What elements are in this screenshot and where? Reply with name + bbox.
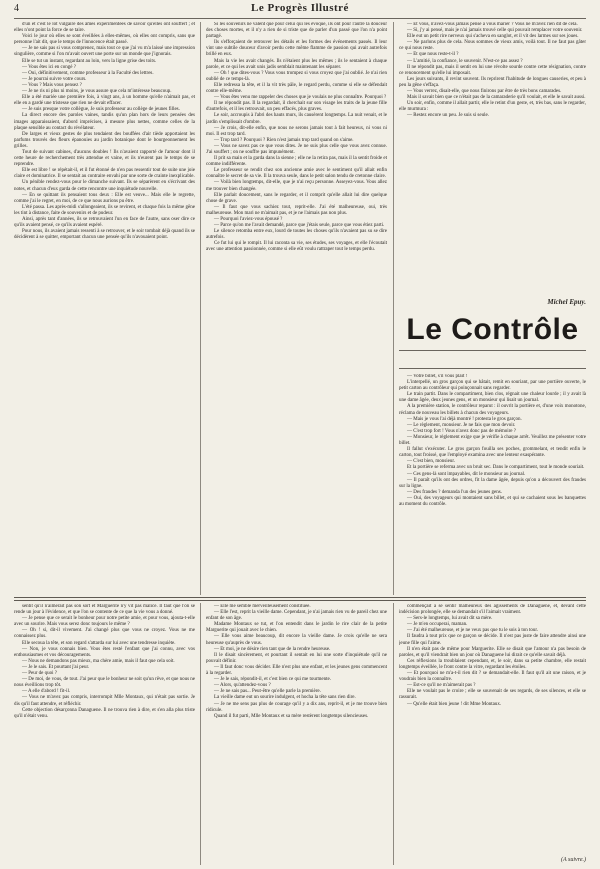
paragraph: Il n'en était pas de même pour Marguerite. Elle se disait que l'amour n'a pas besoin de paroles, et qu'il viendrait bien un jour où Danaguene lui dirait ce qu'elle savait déjà. [399, 646, 586, 658]
feuilleton-bottom-column-1 [14, 604, 195, 856]
paragraph: — Est-ce qu'il ne m'aimerait pas ? [407, 683, 476, 689]
paragraph: — A elle d'abord ! fit-il. [22, 689, 71, 695]
paragraph: — Je crois, dit-elle enfin, que nous ne serons jamais tout à fait heureux, ni vous ni moi. Il est trop tard. [206, 125, 387, 137]
paragraph: Les jours suivants, il revint souvent. Ils reprirent l'habitude de longues causeries, et peu à peu la gêne s'effaça. [399, 76, 586, 88]
paragraph: — Et pourquoi ne m'a-t-il rien dit ? se demandait-elle. Il faut qu'il ait une raison, et je voudrais bien la connaître. [399, 671, 586, 683]
paragraph: Et la portière se referma avec un bruit sec. Dans le compartiment, tout le monde souriait. [407, 465, 585, 471]
paragraph: Elle se tut un instant, regardant au loin, vers la ligne grise des toits. [22, 58, 157, 64]
paragraph: — Oui, définitivement, comme professeur à la Faculté des lettres. [22, 70, 154, 76]
paragraph: Il ne répondit pas, mais il sentit en lui une révolte sourde contre cette résignation, contre ce renoncement qu'elle lui imposait. [399, 64, 586, 76]
paragraph: Pour nous, ils avaient jamais ressenti à se retrouver, et le soir tombait déjà quand ils se décidèrent à se quitter, emportant chacun une pensée qu'ils n'avouaient point. [14, 229, 195, 241]
paragraph: Elle ne voulait pas le croire ; elle se souvenait de ses regards, de ses silences, et elle se rassurait. [399, 689, 586, 701]
paragraph: — Je m'en occuperai, maman. [407, 622, 468, 628]
article-column [399, 374, 586, 595]
paragraph: Ainsi, après tant d'années, ils se retrouvaient l'un en face de l'autre, sans oser dire ce qu'ils avaient pensé, ce qu'ils avaient espéré. [14, 217, 195, 229]
paragraph: — Peur de quoi ? [22, 671, 57, 677]
paragraph: — Elle l'est, reprit la vieille dame. Cependant, je n'ai jamais rien vu de pareil chez une enfant de son âge. [206, 610, 387, 622]
paragraph: — Vous verrez, disait-elle, que nous finirons par être de très bons camarades. [407, 89, 562, 95]
page-header [14, 2, 586, 19]
paragraph: — En se quittant ils pensaient tous deux : Elle est veuve... Mais elle le regrette, comme j'ai le regret, en moi, de ce que nous aurions pu être. [14, 192, 195, 204]
column-rule [393, 603, 394, 865]
paragraph: — J'ai été malheureuse, et je ne veux pas que tu le sois à ton tour. [407, 628, 539, 634]
paragraph: — Trop tard ? Pourquoi ? Rien n'est jamais trop tard quand on s'aime. [214, 137, 354, 143]
paragraph: — Qu'elle était bien jeune ! dit Mme Montaux. [407, 701, 502, 707]
paragraph: — De moi, de vous, de tout. J'ai peur que le bonheur ne soit qu'un rêve, et que nous ne nous éveillions trop tôt. [14, 677, 195, 689]
paragraph: Elle parlait doucement, sans le regarder, et il comprit qu'elle allait lui dire quelque chose de grave. [206, 192, 387, 204]
paragraph: Mais la vie les avait changés. Ils n'étaient plus les mêmes ; ils le sentaient à chaque parole, et ce qui les avait unis jadis semblait maintenant les séparer. [206, 58, 387, 70]
paragraph: — Elle vous aime beaucoup, dit encore la vieille dame. Je crois qu'elle ne sera heureuse qu'auprès de vous. [206, 634, 387, 646]
paragraph: L'été passa. Les après-midi s'allongeaient, ils se revirent, et chaque fois la même gêne les tint à distance, faite de souvenirs et de pudeur. [14, 204, 195, 216]
paragraph: — Il paraît qu'ils ont des ordres, fit la dame âgée, depuis qu'on a découvert des fraudes sur la ligne. [399, 477, 586, 489]
paragraph: — Vous ne m'avez pas compris, interrompit Mlle Montaux, qui n'était pas sortie. Je dis qu'il faut attendre, et réfléchir. [14, 695, 195, 707]
paragraph: Mais il savait bien que ce n'était pas de la camaraderie qu'il voulait, et elle le savait aussi. [407, 95, 586, 101]
paragraph: — Je ne sais pas... Peut-être qu'elle parle la première. [214, 689, 321, 695]
paragraph: La direct encore des paroles vaines, tandis qu'un plan hors de leurs pensées des images apparaissaient, d'abord imprécises, à mesure plus nettes, comme celles de la plaque sensible au contact du révélateur. [14, 113, 195, 131]
paragraph: — Oui, des voyageurs qui montaient sans billet, et qui se cachaient sous les banquettes au moment du contrôle. [399, 495, 586, 507]
paragraph: sentit qu'il n'aimerait pas son sort et Marguerite n'y vit pas malice. Il faut que l'on se rende un jour à l'évidence, et que l'on se contente de ce que la vie vous a donné. [14, 604, 195, 616]
paragraph: — Nous ne demandons pas mieux, ma chère amie, mais il faut que cela soit. [22, 658, 175, 664]
paragraph: — Oh ! que dites-vous ? Vous vous trompez si vous croyez que j'ai oublié. Je n'ai rien oublié de ce temps-là. [206, 70, 387, 82]
paragraph: Elle redressa la tête, et il la vit très pâle, le regard perdu, comme si elle se défendait contre elle-même. [206, 82, 387, 95]
feuilleton-top-column-3 [399, 22, 586, 298]
page-number: 4 [14, 3, 19, 14]
section-divider [14, 597, 586, 598]
article-author [399, 356, 586, 365]
paragraph: Un pénible rendez-vous pour le dimanche suivant. Ils se séparèrent en s'écrivant des notes, et chacun d'eux garda de cette rencontre une inquiétude nouvelle. [14, 180, 195, 192]
paragraph: — C'est bien, monsieur. [407, 459, 455, 465]
paragraph: Un soir, enfin, comme il allait partir, elle le retint d'un geste, et, très bas, sans le regarder, elle murmura : [399, 101, 586, 113]
paragraph: Il faudra à tout prix que ce garçon se décide. Il n'est pas juste de faire attendre ainsi une jeune fille qui l'aime. [399, 634, 586, 646]
paragraph: — Je pense que ce serait le bonheur pour notre petite amie, et pour vous, ajouta-t-elle avec un sourire. Mais vous serez donc toujours le même ? [14, 616, 195, 628]
paragraph: — Je le sais, répondit-il, et c'est bien ce qui me tourmente. [214, 677, 331, 683]
paragraph: — Vous êtes venu me rappeler des choses que je voulais ne plus connaître. Pourquoi ? [214, 95, 387, 101]
paragraph: Ce fut lui qui le rompit. Il lui raconta sa vie, ses études, ses voyages, et elle l'écoutait avec une attention passionnée, comme si elle eût voulu rattraper tout le temps perdu. [206, 241, 387, 253]
column-rule [200, 22, 201, 595]
feuilleton-top-column-1 [14, 22, 195, 595]
column-rule [393, 22, 394, 595]
paragraph: — Et moi, je ne désire rien tant que de la rendre heureuse. [214, 646, 331, 652]
feuilleton-bottom-column-2 [206, 604, 387, 856]
title-rule [399, 368, 586, 369]
paragraph: La vieille dame eut un sourire indulgent, et hocha la tête sans rien dire. [214, 695, 356, 701]
section-divider [14, 600, 586, 601]
paragraph: — Non, je vous connais bien. Vous êtes resté l'enfant que j'ai connu, avec vos enthousiasmes et vos découragements. [14, 646, 195, 658]
paragraph: — Il faut que vous sachiez tout, reprit-elle. J'ai été malheureuse, oui, très malheureuse. Mon mari ne m'aimait pas, et je ne l'aimais pas non plus. [206, 204, 387, 216]
paragraph: — Pourquoi l'aviez-vous épousé ? [214, 217, 283, 222]
paragraph: — L'amitié, la confiance, le souvenir. N'est-ce pas assez ? [407, 58, 523, 64]
feuilleton-top-column-2 [206, 22, 387, 595]
paragraph: Elle a été mariée une première fois, à vingt ans, à un homme qu'elle n'aimait pas, et elle en a gardé une tristesse que rien ne devait effacer. [14, 95, 195, 107]
paragraph: Voici le jour où elles se sont éveillées à elles-mêmes, où elles ont compris, sans que personne l'ait dit, que le temps de l'innocence était passé. [14, 34, 195, 46]
paragraph: L'interpellé, un gros garçon qui se hâtait, remit en souriant, par une portière ouverte, le petit carton au contrôleur qui poinçonnait sans regarder. [399, 380, 586, 392]
paragraph: A la première station, le contrôleur reparut : il ouvrit la portière et, d'une voix monotone, réclama de nouveau les billets à chacun des voyageurs. [399, 404, 586, 416]
paragraph: Elle est libre ! se répétait-il, et il fut étonné de n'en pas ressentir tout de suite une joie claire et dominatrice. Il se sentait au contraire envahi par une sorte de crainte inexplicable. [14, 168, 195, 180]
paragraph: Quand il fut parti, Mlle Montaux et sa mère restèrent longtemps silencieuses. [214, 713, 369, 719]
feuilleton-bottom-column-3 [399, 604, 586, 856]
publication-title: Le Progrès Illustré [251, 2, 349, 14]
paragraph: — Je ne sais pas si vous comprenez, mais tout ce que j'ai vu m'a laissé une impression singulière, comme si l'on m'avait ouvert une porte sur un monde que j'ignorais. [14, 46, 195, 58]
paragraph: — Oh ! si, dit-il vivement. J'ai changé plus que vous ne croyez. Vous ne me connaissez plus. [14, 628, 195, 640]
paragraph: commençait à se sentir malheureux des agissements de Danaguene, et, devant cette indécision prolongée, elle se demandait s'il l'aimait vraiment. [399, 604, 586, 616]
paragraph: — Monsieur, le règlement exige que je vérifie à chaque arrêt. Veuillez me présenter votre billet. [399, 434, 586, 447]
paragraph: — Et que nous reste-t-il ? [407, 52, 459, 58]
paragraph: — Je suis presque votre collègue, Je suis professeur au collège de jeunes filles. [22, 107, 180, 113]
paragraph: — Des fraudes ? demanda l'un des jeunes gens. [407, 489, 502, 495]
paragraph: — Ne parlons plus de cela. Nous sommes de vieux amis, voilà tout. Il ne faut pas gâter ce qui nous reste. [399, 40, 586, 52]
paragraph: Madame Montaux se tut, et l'on entendit dans le jardin le rire clair de la petite Marguerite qui jouait avec le chien. [206, 622, 387, 634]
paragraph: — Le règlement, monsieur. Je ne fais que mon devoir. [407, 422, 516, 428]
paragraph: — Ces gens-là sont impayables, dit le monsieur au journal. [407, 471, 526, 477]
paragraph: — Je pourrai suivre votre cours. [22, 76, 87, 82]
paragraph: — Et vous, n'avez-vous jamais pensé à vous marier ? Vous ne m'avez rien dit de cela. [407, 22, 578, 27]
paragraph: De larges et vieux gestes de plus tendaient des bouffées d'air tiède apportaient les parfums trouvés des fleurs épanouies au jardin botanique dont le bourgeonnement les grilles. [14, 131, 195, 149]
paragraph: Le professeur se rendit chez son ancienne amie avec le sentiment qu'il allait enfin connaître le secret de sa vie. Il la trouva seule, dans le petit salon tendu de cretonne claire. [206, 168, 387, 180]
paragraph: Cette objection désarçonna Danaguene. Il ne trouva rien à dire, et s'en alla plus triste qu'il n'était venu. [14, 707, 195, 719]
paragraph: — Il faut donc vous décider. Elle n'est plus une enfant, et les jeunes gens commencent à la regarder. [206, 664, 387, 677]
paragraph: Ils s'efforçaient de retrouver les détails et les formes des événements passés. Il leur vint une subtile douceur d'avoir perdu cette même flamme de passion qui avait autrefois brillé en eux. [206, 40, 387, 58]
paragraph: — Si, j'y ai pensé, mais je n'ai jamais trouvé celle qui pouvait remplacer votre souvenir. [407, 28, 583, 34]
paragraph: — Mais je vous l'ai déjà montré ! protesta le gros garçon. [407, 416, 522, 422]
paragraph: — Restez encore un peu. Je suis si seule. [407, 113, 489, 119]
paragraph: Il prit sa main et la garda dans la sienne ; elle ne la retira pas, mais il la sentit froide et comme indifférente. [206, 156, 387, 168]
article-title: Le Contrôle [406, 313, 579, 346]
paragraph: Il fallut s'exécuter. Le gros garçon fouilla ses poches, grommelant, et tendit enfin le carton, tout froissé, que l'employé examina avec une lenteur exaspérante. [399, 447, 586, 459]
paragraph: — Je le sais. Et pourtant j'ai peur. [22, 664, 90, 670]
paragraph: — Vous ? Mais vous pensez ? [22, 82, 82, 88]
paragraph: Le silence retomba entre eux, lourd de toutes les choses qu'ils n'avaient pas su se dire autrefois. [206, 229, 387, 241]
paragraph: — Elle me semble merveilleusement constituée. [214, 604, 311, 609]
paragraph: Elle secoua la tête, et son regard s'attarda sur lui avec une tendresse inquiète. [22, 640, 176, 646]
title-rule [399, 350, 586, 351]
paragraph: — Sers-le longtemps, lui avait dit sa mère. [407, 616, 493, 622]
author-signature: Michel Epuy. [547, 298, 586, 306]
paragraph: Il ne répondit pas. Il la regardait, il cherchait sur son visage les traits de la jeune fille d'autrefois, et il les retrouvait, un peu effacés, plus graves. [206, 101, 387, 113]
paragraph: — C'est trop fort ! Vous n'avez donc pas de mémoire ? [407, 428, 516, 434]
paragraph: — Alors, qu'attendez-vous ? [214, 683, 271, 689]
paragraph: — Vous ne savez pas ce que vous dites. Je ne suis plus celle que vous avez connue. J'ai souffert ; on ne souffre pas impunément. [206, 143, 387, 155]
paragraph: — Voilà bien longtemps, dit-elle, que je n'ai reçu personne. Asseyez-vous. Vous allez me trouver bien changée. [206, 180, 387, 192]
paragraph: Le train partit. Dans le compartiment, bien clos, régnait une chaleur lourde ; il y avait là une dame âgée, deux jeunes gens, et un monsieur qui lisait un journal. [399, 392, 586, 404]
paragraph: — Vous êtes ici en congé ? [22, 64, 76, 70]
paragraph: Il le disait sincèrement, et pourtant il sentait en lui une sorte d'inquiétude qu'il ne pouvait définir. [206, 652, 387, 664]
paragraph: — Je ne me sens pas plus de courage qu'il y a dix ans, reprit-il, et je me trouve bien ridicule. [206, 701, 387, 713]
paragraph: Ces réflexions la troublaient cependant, et, le soir, dans sa petite chambre, elle restait longtemps éveillée, le front contre la vitre, regardant les étoiles. [399, 658, 586, 670]
paragraph: Tout de suivant cabines, d'aucuns doubles ! Ils n'avaient rapporté de l'amour dont il cette heure de recherchement très attendue et vaine, et ils n'eurent pas le temps de se reprendre. [14, 149, 195, 168]
column-rule [200, 603, 201, 865]
paragraph: — Je ne ris ni plus ni moins, je vous assure que cela m'intéresse beaucoup. [22, 89, 172, 95]
paragraph: Si les souvenirs ne valent que pour celui qui les évoque, ils ont pour l'autre la douceur des choses mortes, et il n'y a rien de si triste que de parler d'un passé que l'on n'a point partagé. [206, 22, 387, 40]
to-be-continued: (A suivre.) [561, 857, 586, 863]
paragraph: — Votre billet, s'il vous plaît ! [407, 374, 468, 379]
paragraph: Elle eut un petit rire nerveux qui s'acheva en sanglot, et il vit des larmes sur ses joues. [407, 34, 579, 40]
paragraph: d'un et c'est le lot vulgaire des âmes expérimentées de savoir qu'elles ont souffert ; et elles n'ont point la force de se taire. [14, 22, 195, 34]
paragraph: Le soir, accroupis à l'abri des hauts murs, ils causèrent longtemps. La nuit venait, et le jardin s'emplissait d'ombre. [206, 113, 387, 125]
paragraph: — Parce qu'on me l'avait demandé, parce que j'étais seule, parce que vous étiez parti. [214, 223, 385, 229]
